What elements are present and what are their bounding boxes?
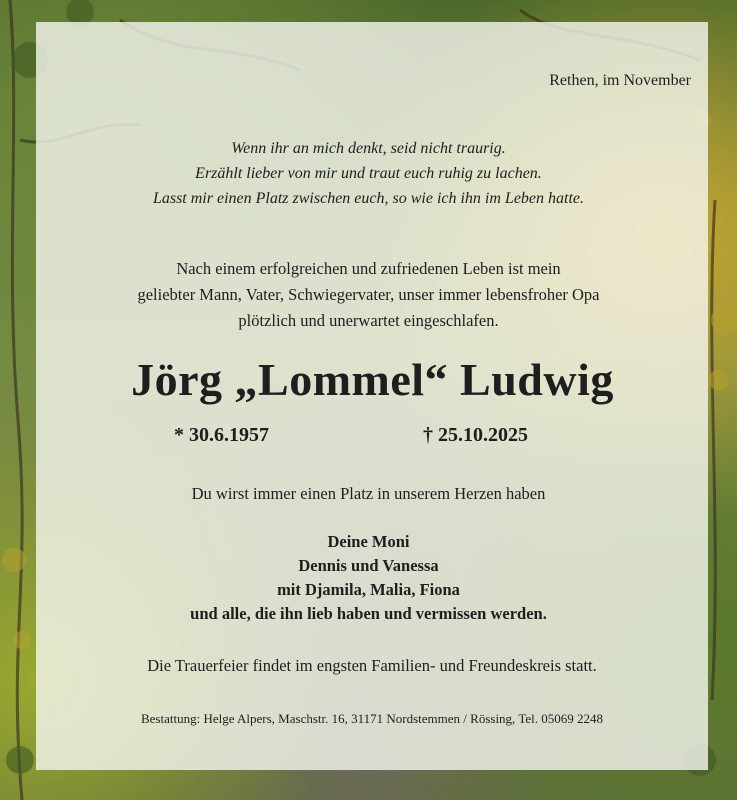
heart-line: Du wirst immer einen Platz in unserem Herzen haben (191, 484, 546, 503)
undertaker-info: Bestattung: Helge Alpers, Maschstr. 16, 31171 Nordstemmen / Rössing, Tel. 05069 2248 (140, 711, 603, 726)
intro-text (0, 256, 737, 334)
place-date: Rethen, im November (549, 72, 691, 89)
poem (0, 136, 737, 211)
deceased-name: Jörg „Lommel“ Ludwig (131, 354, 614, 405)
life-dates (0, 424, 737, 454)
death-date: † 25.10.2025 (423, 424, 528, 446)
intro-line: plötzlich und unerwartet eingeschlafen. (238, 311, 499, 330)
family-line: und alle, die ihn lieb haben und vermissen werden. (190, 604, 547, 623)
family-line: Deine Moni (327, 532, 410, 551)
intro-line: Nach einem erfolgreichen und zufriedenen Leben ist mein (176, 259, 561, 278)
poem-line: Wenn ihr an mich denkt, seid nicht traurig. (231, 140, 506, 157)
poem-line: Lasst mir einen Platz zwischen euch, so wie ich ihn im Leben hatte. (152, 190, 585, 207)
funeral-service-note: Die Trauerfeier findet im engsten Familien- und Freundeskreis statt. (147, 656, 597, 675)
intro-line: geliebter Mann, Vater, Schwiegervater, unser immer lebensfroher Opa (137, 285, 600, 304)
family-signatures (0, 530, 737, 626)
poem-line: Erzählt lieber von mir und traut euch ruhig zu lachen. (195, 165, 542, 182)
family-line: Dennis und Vanessa (298, 556, 439, 575)
birth-date: * 30.6.1957 (174, 424, 269, 446)
family-line: mit Djamila, Malia, Fiona (277, 580, 460, 599)
